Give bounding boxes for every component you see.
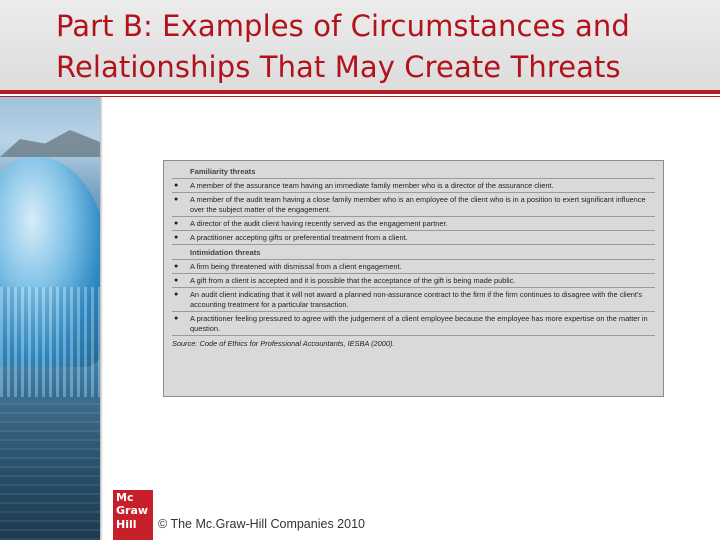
slide-title-line-2: Relationships That May Create Threats [56, 50, 621, 84]
title-divider-thin [0, 96, 720, 97]
divider [172, 230, 655, 231]
list-item [172, 233, 655, 243]
section-heading: Intimidation threats [190, 248, 261, 257]
divider [172, 244, 655, 245]
image-edge [100, 97, 103, 540]
divider [172, 192, 655, 193]
threats-document-image [163, 160, 664, 397]
bullet-icon: ● [174, 220, 179, 227]
list-item [172, 219, 655, 229]
list-item [172, 195, 655, 215]
logo-text-line-2: Graw [116, 504, 149, 517]
mcgraw-hill-logo [113, 490, 153, 540]
divider [172, 259, 655, 260]
bullet-icon: ● [174, 277, 179, 284]
bullet-icon: ● [174, 263, 179, 270]
list-item [172, 314, 655, 334]
divider [172, 335, 655, 336]
iceberg-water [0, 397, 100, 540]
source-citation: Source: Code of Ethics for Professional Accountants, IESBA (2000). [172, 339, 395, 348]
bullet-icon: ● [174, 196, 179, 203]
iceberg-image [0, 97, 100, 540]
list-item-text: A gift from a client is accepted and it is possible that the acceptance of the gift is being made public. [190, 276, 516, 285]
section-familiarity [172, 166, 655, 245]
bullet-icon: ● [174, 291, 179, 298]
section-intimidation [172, 247, 655, 336]
title-divider [0, 90, 720, 94]
list-item-text: An audit client indicating that it will not award a planned non-assurance contract to the firm if the firm continues to disagree with the client's accounting treatment for a particular transaction. [190, 290, 643, 309]
list-item-text: A member of the audit team having a close family member who is an employee of the client who is in a position to exert significant influence over the subject matter of the engagement. [190, 195, 646, 214]
logo-text-line-1: Mc [116, 491, 134, 504]
list-item [172, 181, 655, 191]
divider [172, 178, 655, 179]
bullet-icon: ● [174, 182, 179, 189]
divider [172, 287, 655, 288]
list-item-text: A practitioner feeling pressured to agree with the judgement of a client employee because the employee has more expertise on the matter in question. [190, 314, 648, 333]
bullet-icon: ● [174, 234, 179, 241]
iceberg-mountain [0, 127, 100, 157]
logo-text-line-3: Hill [116, 518, 137, 531]
copyright-notice: © The Mc.Graw-Hill Companies 2010 [158, 517, 365, 531]
list-item [172, 290, 655, 310]
list-item-text: A practitioner accepting gifts or preferential treatment from a client. [190, 233, 408, 242]
list-item [172, 276, 655, 286]
list-item-text: A member of the assurance team having an immediate family member who is a director of the assurance client. [190, 181, 554, 190]
list-item-text: A firm being threatened with dismissal from a client engagement. [190, 262, 402, 271]
divider [172, 311, 655, 312]
section-heading: Familiarity threats [190, 167, 256, 176]
bullet-icon: ● [174, 315, 179, 322]
iceberg-ice-texture [0, 287, 100, 407]
slide-title-line-1: Part B: Examples of Circumstances and [56, 9, 630, 43]
slide-title [56, 6, 696, 88]
list-item [172, 262, 655, 272]
divider [172, 273, 655, 274]
divider [172, 216, 655, 217]
list-item-text: A director of the audit client having recently served as the engagement partner. [190, 219, 448, 228]
